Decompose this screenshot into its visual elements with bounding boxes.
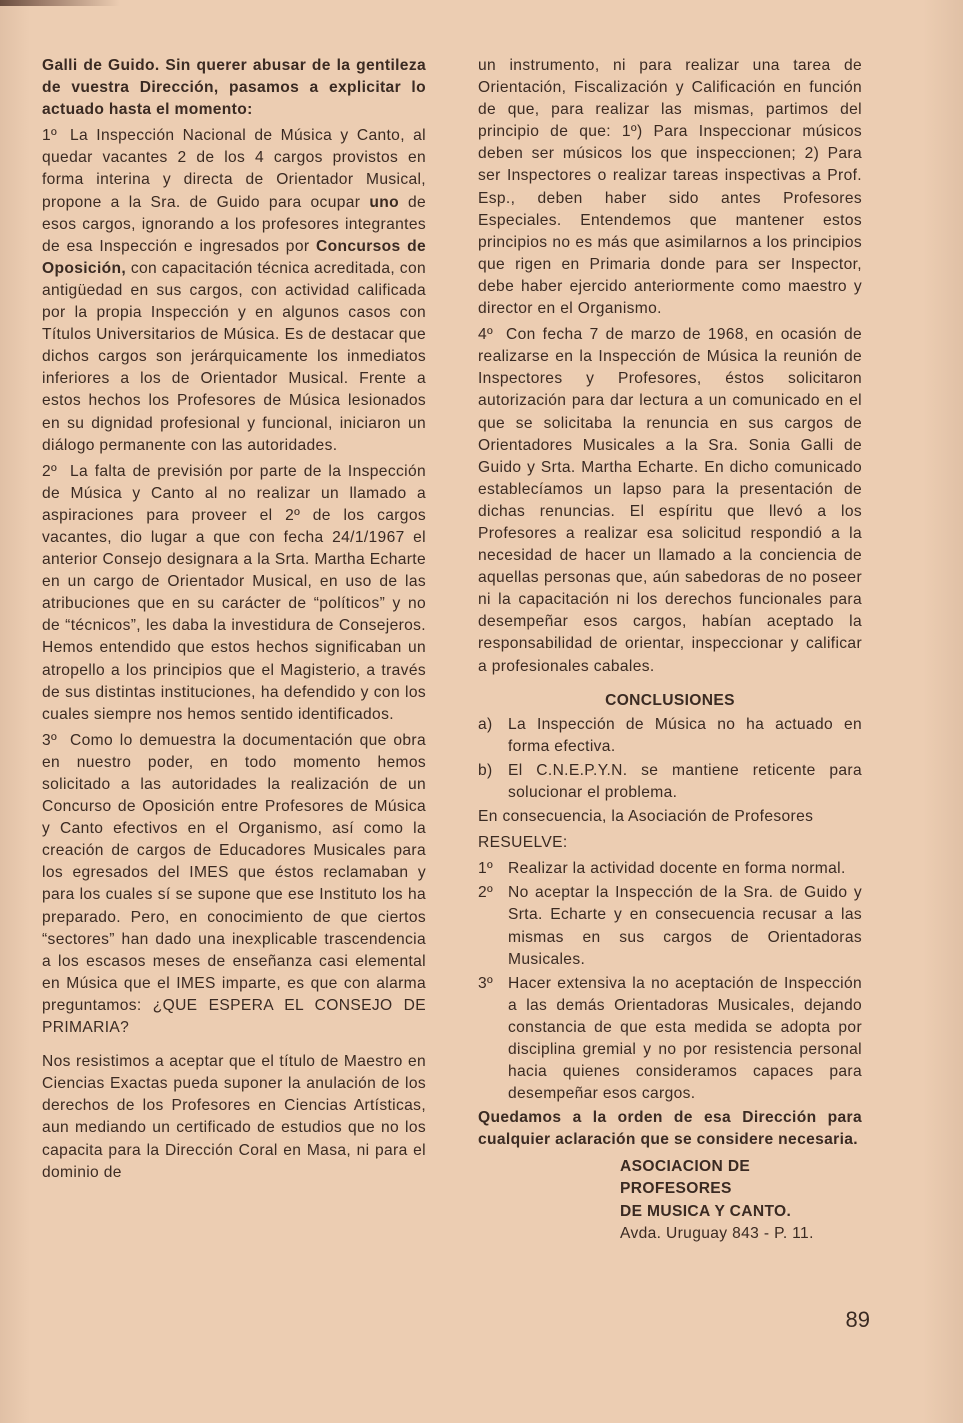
resolution-text: No aceptar la Inspección de la Sra. de Guido y Srta. Echarte y en consecuencia recusar a las mismas en sus cargos de Orientadoras Musicales. <box>508 884 862 968</box>
paragraph-5 <box>478 324 862 678</box>
resolution-text: Hacer extensiva la no aceptación de Inspección a las demás Orientadoras Musicales, dejando constancia de que esta medida se adopta por disciplina gremial y no por resistencia personal hacia quienes consideramos capaces para desempeñar esos cargos. <box>508 974 862 1103</box>
paragraph-1 <box>42 125 426 456</box>
paragraph-1-text-b: de esos cargos, ignorando a los profesores integrantes de esa Inspección e ingresados por <box>42 193 426 255</box>
right-column <box>478 55 862 1246</box>
resolution-marker: 3º <box>478 974 494 992</box>
conclusions-heading: CONCLUSIONES <box>605 691 735 709</box>
page-number: 89 <box>845 1307 870 1332</box>
signature-block <box>620 1156 862 1246</box>
paragraph-5-marker: 4º <box>478 326 494 344</box>
signature-line-2: DE MUSICA Y CANTO. <box>620 1202 792 1220</box>
paragraph-3-marker: 3º <box>42 731 58 749</box>
paragraph-2 <box>42 461 426 726</box>
paragraph-4-continued: un instrumento, ni para realizar una tarea de Orientación, Fiscalización y Calificación en función de que, para realizar las mismas, partimos del principio de que: 1º) Para Inspeccionar músicos deben ser músicos los que inspeccionen; 2) Para ser Inspectores o realizar tareas inspectivas a Prof. Esp., deben haber sido antes Profesores Especiales. Entendemos que mantener estos principios no es más que asimilarnos a los principios que rigen en Primaria donde para ser Inspector, debe haber ejercido anteriormente como maestro y director en el Organismo. <box>478 57 862 318</box>
paragraph-4: Nos resistimos a aceptar que el título de Maestro en Ciencias Exactas pueda suponer la anulación de los derechos de los Profesores en Ciencias Artísticas, aun mediando un certificado de estudios que no los capacita para la Dirección Coral en Masa, ni para el dominio de <box>42 1053 426 1181</box>
paragraph-1-bold-uno: uno <box>369 193 399 211</box>
conclusion-item <box>478 714 862 758</box>
resolution-item <box>478 858 862 880</box>
intro-paragraph: Galli de Guido. Sin querer abusar de la gentileza de vuestra Dirección, pasamos a explicitar lo actuado hasta el momento: <box>42 57 426 119</box>
address-line: Avda. Uruguay 843 - P. 11. <box>620 1225 814 1242</box>
left-column <box>42 55 426 1188</box>
resolution-item <box>478 882 862 970</box>
resolution-text: Realizar la actividad docente en forma normal. <box>508 860 846 878</box>
conclusion-marker: b) <box>478 761 493 779</box>
signature-line-1: ASOCIACION DE PROFESORES <box>620 1157 751 1197</box>
conclusion-marker: a) <box>478 715 493 733</box>
resolves-line: RESUELVE: <box>478 834 568 852</box>
resolution-item <box>478 973 862 1106</box>
paragraph-3-text: Como lo demuestra la documentación que obra en nuestro poder, en todo momento hemos solicitado a las autoridades la realización de un Concurso de Oposición entre Profesores de Música y Canto efectivos en el Organismo, así como la creación de cargos de Educadores Musicales para los egresados del IMES que éstos reclamaban y para los cuales sí se supone que ese Instituto los ha preparado. Pero, en conocimiento de que ciertos “sectores” han dado una inexplicable trascendencia a los escasos meses de enseñanza casi elemental en Música que el IMES imparte, es que con alarma preguntamos: ¿QUE ESPERA EL CONSEJO DE PRIMARIA? <box>42 731 426 1037</box>
paragraph-1-text-c: con capacitación técnica acreditada, con antigüedad en sus cargos, con actividad calificada por la propia Inspección y en algunos casos con Títulos Universitarios de Música. Es de destacar que dichos cargos son jerárquicamente los inmediatos inferiores a los de Orientador Musical. Frente a estos hechos los Profesores de Música lesionados en su dignidad profesional y funcional, iniciaron un diálogo permanente con las autoridades. <box>42 259 426 454</box>
resolution-marker: 1º <box>478 860 494 878</box>
paragraph-1-bold-concursos: Concursos de Oposición, <box>42 237 426 277</box>
conclusion-text: La Inspección de Música no ha actuado en forma efectiva. <box>508 715 862 755</box>
spacer <box>42 1043 426 1051</box>
paragraph-2-text: La falta de previsión por parte de la Inspección de Música y Canto al no realizar un llamado a aspiraciones para proveer el 2º de los cargos vacantes, dio lugar a que con fecha 24/1/1967 el anterior Consejo designara a la Srta. Martha Echarte en un cargo de Orientador Musical, en uso de las atribuciones que en su carácter de “políticos” y no de “técnicos”, les daba la investidura de Consejeros. Hemos entendido que estos hechos significaban un atropello a los principios que el Magisterio, a través de sus distintas instituciones, ha defendido y con los cuales siempre nos hemos sentido identificados. <box>42 462 426 723</box>
paragraph-5-text: Con fecha 7 de marzo de 1968, en ocasión de realizarse en la Inspección de Música la reunión de Inspectores y Profesores, éstos solicitaron autorización para dar lectura a un comunicado en el que se solicitaba la renuncia en sus cargos de Orientadores Musicales a la Sra. Sonia Galli de Guido y Srta. Martha Echarte. En dicho comunicado establecíamos un lapso para la presentación de dichas renuncias. El espíritu que llevó a los Profesores a realizar esa solicitud respondió a la necesidad de hacer un llamado a la conciencia de aquellas personas que, aún sabedoras de no poseer ni la capacitación ni los derechos funcionales para desempeñar esos cargos, habían aceptado la responsabilidad de orientar, inspeccionar y calificar a profesionales cabales. <box>478 326 862 675</box>
paragraph-3 <box>42 730 426 1039</box>
closing-paragraph: Quedamos a la orden de esa Dirección para cualquier aclaración que se considere necesaria. <box>478 1109 862 1149</box>
consequence-line: En consecuencia, la Asociación de Profesores <box>478 808 814 826</box>
resolution-marker: 2º <box>478 884 494 902</box>
conclusion-item <box>478 760 862 804</box>
paragraph-2-marker: 2º <box>42 462 58 480</box>
conclusion-text: El C.N.E.P.Y.N. se mantiene reticente para solucionar el problema. <box>508 761 862 801</box>
page-edge-shadow <box>0 0 963 6</box>
paragraph-1-marker: 1º <box>42 127 58 145</box>
paragraph-1-text-a: La Inspección Nacional de Música y Canto, al quedar vacantes 2 de los 4 cargos provistos en forma interina y directa de Orientador Musical, propone a la Sra. de Guido para ocupar <box>42 127 426 211</box>
